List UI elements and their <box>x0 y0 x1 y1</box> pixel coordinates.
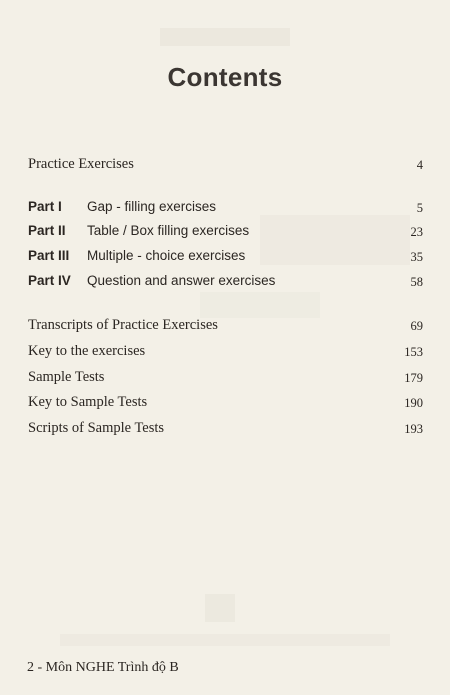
toc-page-number: 35 <box>410 250 423 264</box>
toc-entry-title: Key to Sample Tests <box>28 394 148 410</box>
toc-page-number: 58 <box>410 275 423 289</box>
toc-part-label: Part I <box>28 199 62 214</box>
toc-entry-title: Transcripts of Practice Exercises <box>28 317 218 333</box>
toc-entry-transcripts <box>28 317 423 337</box>
toc-entry-key-to-sample-tests <box>28 394 423 414</box>
toc-part-label: Part IV <box>28 273 71 288</box>
toc-part-title: Table / Box filling exercises <box>87 223 250 238</box>
toc-entry-title: Scripts of Sample Tests <box>28 420 165 436</box>
toc-part-title: Gap - filling exercises <box>87 199 217 214</box>
toc-entry-title: Key to the exercises <box>28 343 146 359</box>
toc-part-4 <box>28 273 423 293</box>
toc-entry-scripts-of-sample-tests <box>28 420 423 440</box>
toc-entry-practice-exercises <box>28 156 423 176</box>
toc-part-2 <box>28 223 423 243</box>
toc-part-label: Part II <box>28 223 66 238</box>
toc-entry-title: Practice Exercises <box>28 156 134 172</box>
toc-part-1 <box>28 199 423 219</box>
toc-entry-key-to-exercises <box>28 343 423 363</box>
toc-page-number: 153 <box>404 345 423 359</box>
toc-part-label: Part III <box>28 248 70 263</box>
toc-page-number: 190 <box>404 396 423 410</box>
page-title: Contents <box>167 62 283 92</box>
toc-part-title: Multiple - choice exercises <box>87 248 246 263</box>
toc-entry-sample-tests <box>28 369 423 389</box>
toc-page-number: 179 <box>404 371 423 385</box>
toc-entry-title: Sample Tests <box>28 369 105 385</box>
page-footer: 2 - Môn NGHE Trình độ B <box>27 660 179 675</box>
toc-part-title: Question and answer exercises <box>87 273 276 288</box>
toc-page-number: 193 <box>404 422 423 436</box>
toc-page-number: 4 <box>416 158 423 172</box>
toc-part-3 <box>28 248 423 268</box>
toc-page-number: 69 <box>410 319 423 333</box>
toc-page-number: 23 <box>410 225 423 239</box>
toc-page-number: 5 <box>416 201 423 215</box>
